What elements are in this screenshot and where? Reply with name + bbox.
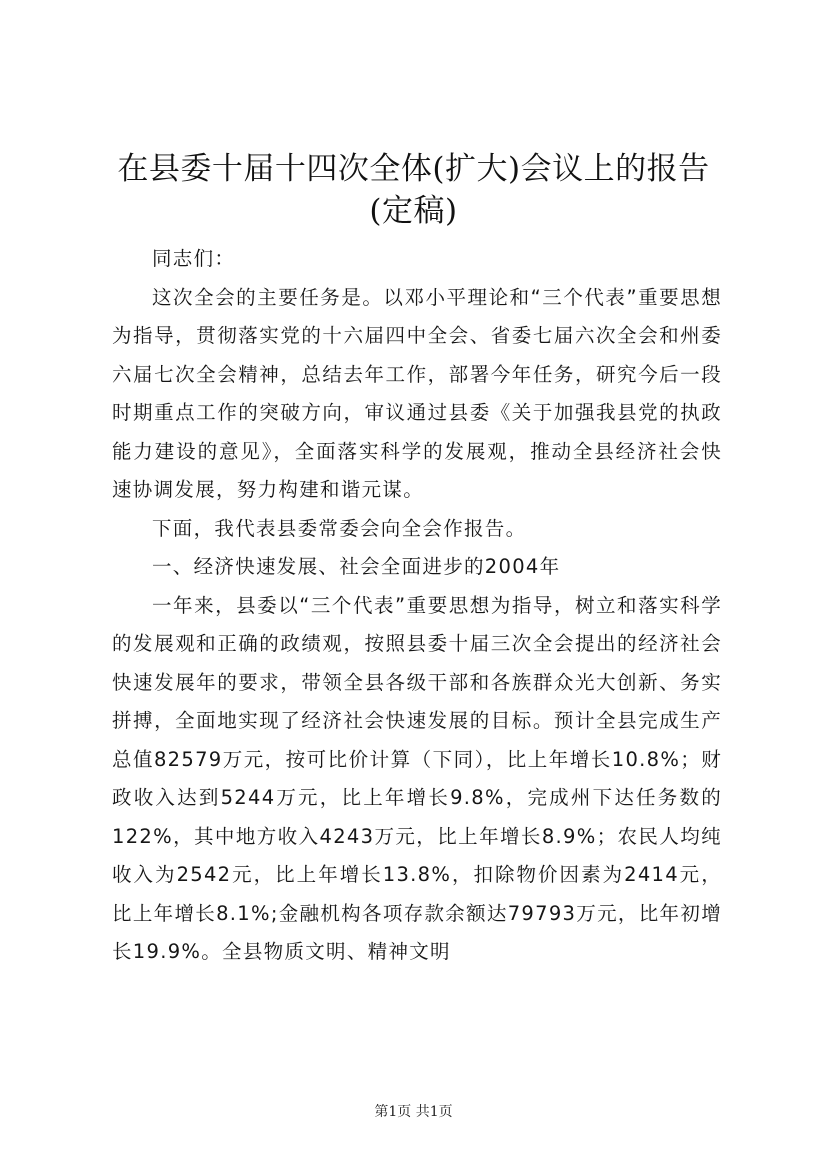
- document-title-suffix: (定稿): [369, 193, 458, 229]
- salutation: 同志们：: [152, 247, 236, 270]
- paragraph: 一年来，县委以“三个代表”重要思想为指导，树立和落实科学的发展观和正确的政绩观，按照县委十届三次全会提出的经济社会快速发展年的要求，带领全县各级干部和各族群众光大创新、务实拼搏，全面地实现了经济社会快速发展的目标。预计全县完成生产总值82579万元，按可比价计算（下同），比上年增长10.8%；财政收入达到5244万元，比上年增长9.8%，完成州下达任务数的122%，其中地方收入4243万元，比上年增长8.9%；农民人均纯收入为2542元，比上年增长13.8%，扣除物价因素为2414元，比上年增长8.1%;金融机构各项存款余额达79793万元，比年初增长19.9%。全县物质文明、精神文明: [112, 593, 722, 963]
- paragraph: 这次全会的主要任务是。以邓小平理论和“三个代表”重要思想为指导，贯彻落实党的十六届四中全会、省委七届六次全会和州委六届七次全会精神，总结去年工作，部署今年任务，研究今后一段时期重点工作的突破方向，审议通过县委《关于加强我县党的执政能力建设的意见》，全面落实科学的发展观，推动全县经济社会快速协调发展，努力构建和谐元谋。: [112, 285, 722, 501]
- page-footer: 第1页 共1页: [374, 1104, 453, 1120]
- document-body: [112, 240, 722, 972]
- document-title: 在县委十届十四次全体(扩大)会议上的报告: [117, 151, 710, 187]
- section-heading: 一、经济快速发展、社会全面进步的2004年: [152, 555, 561, 578]
- paragraph: 下面，我代表县委常委会向全会作报告。: [152, 516, 527, 540]
